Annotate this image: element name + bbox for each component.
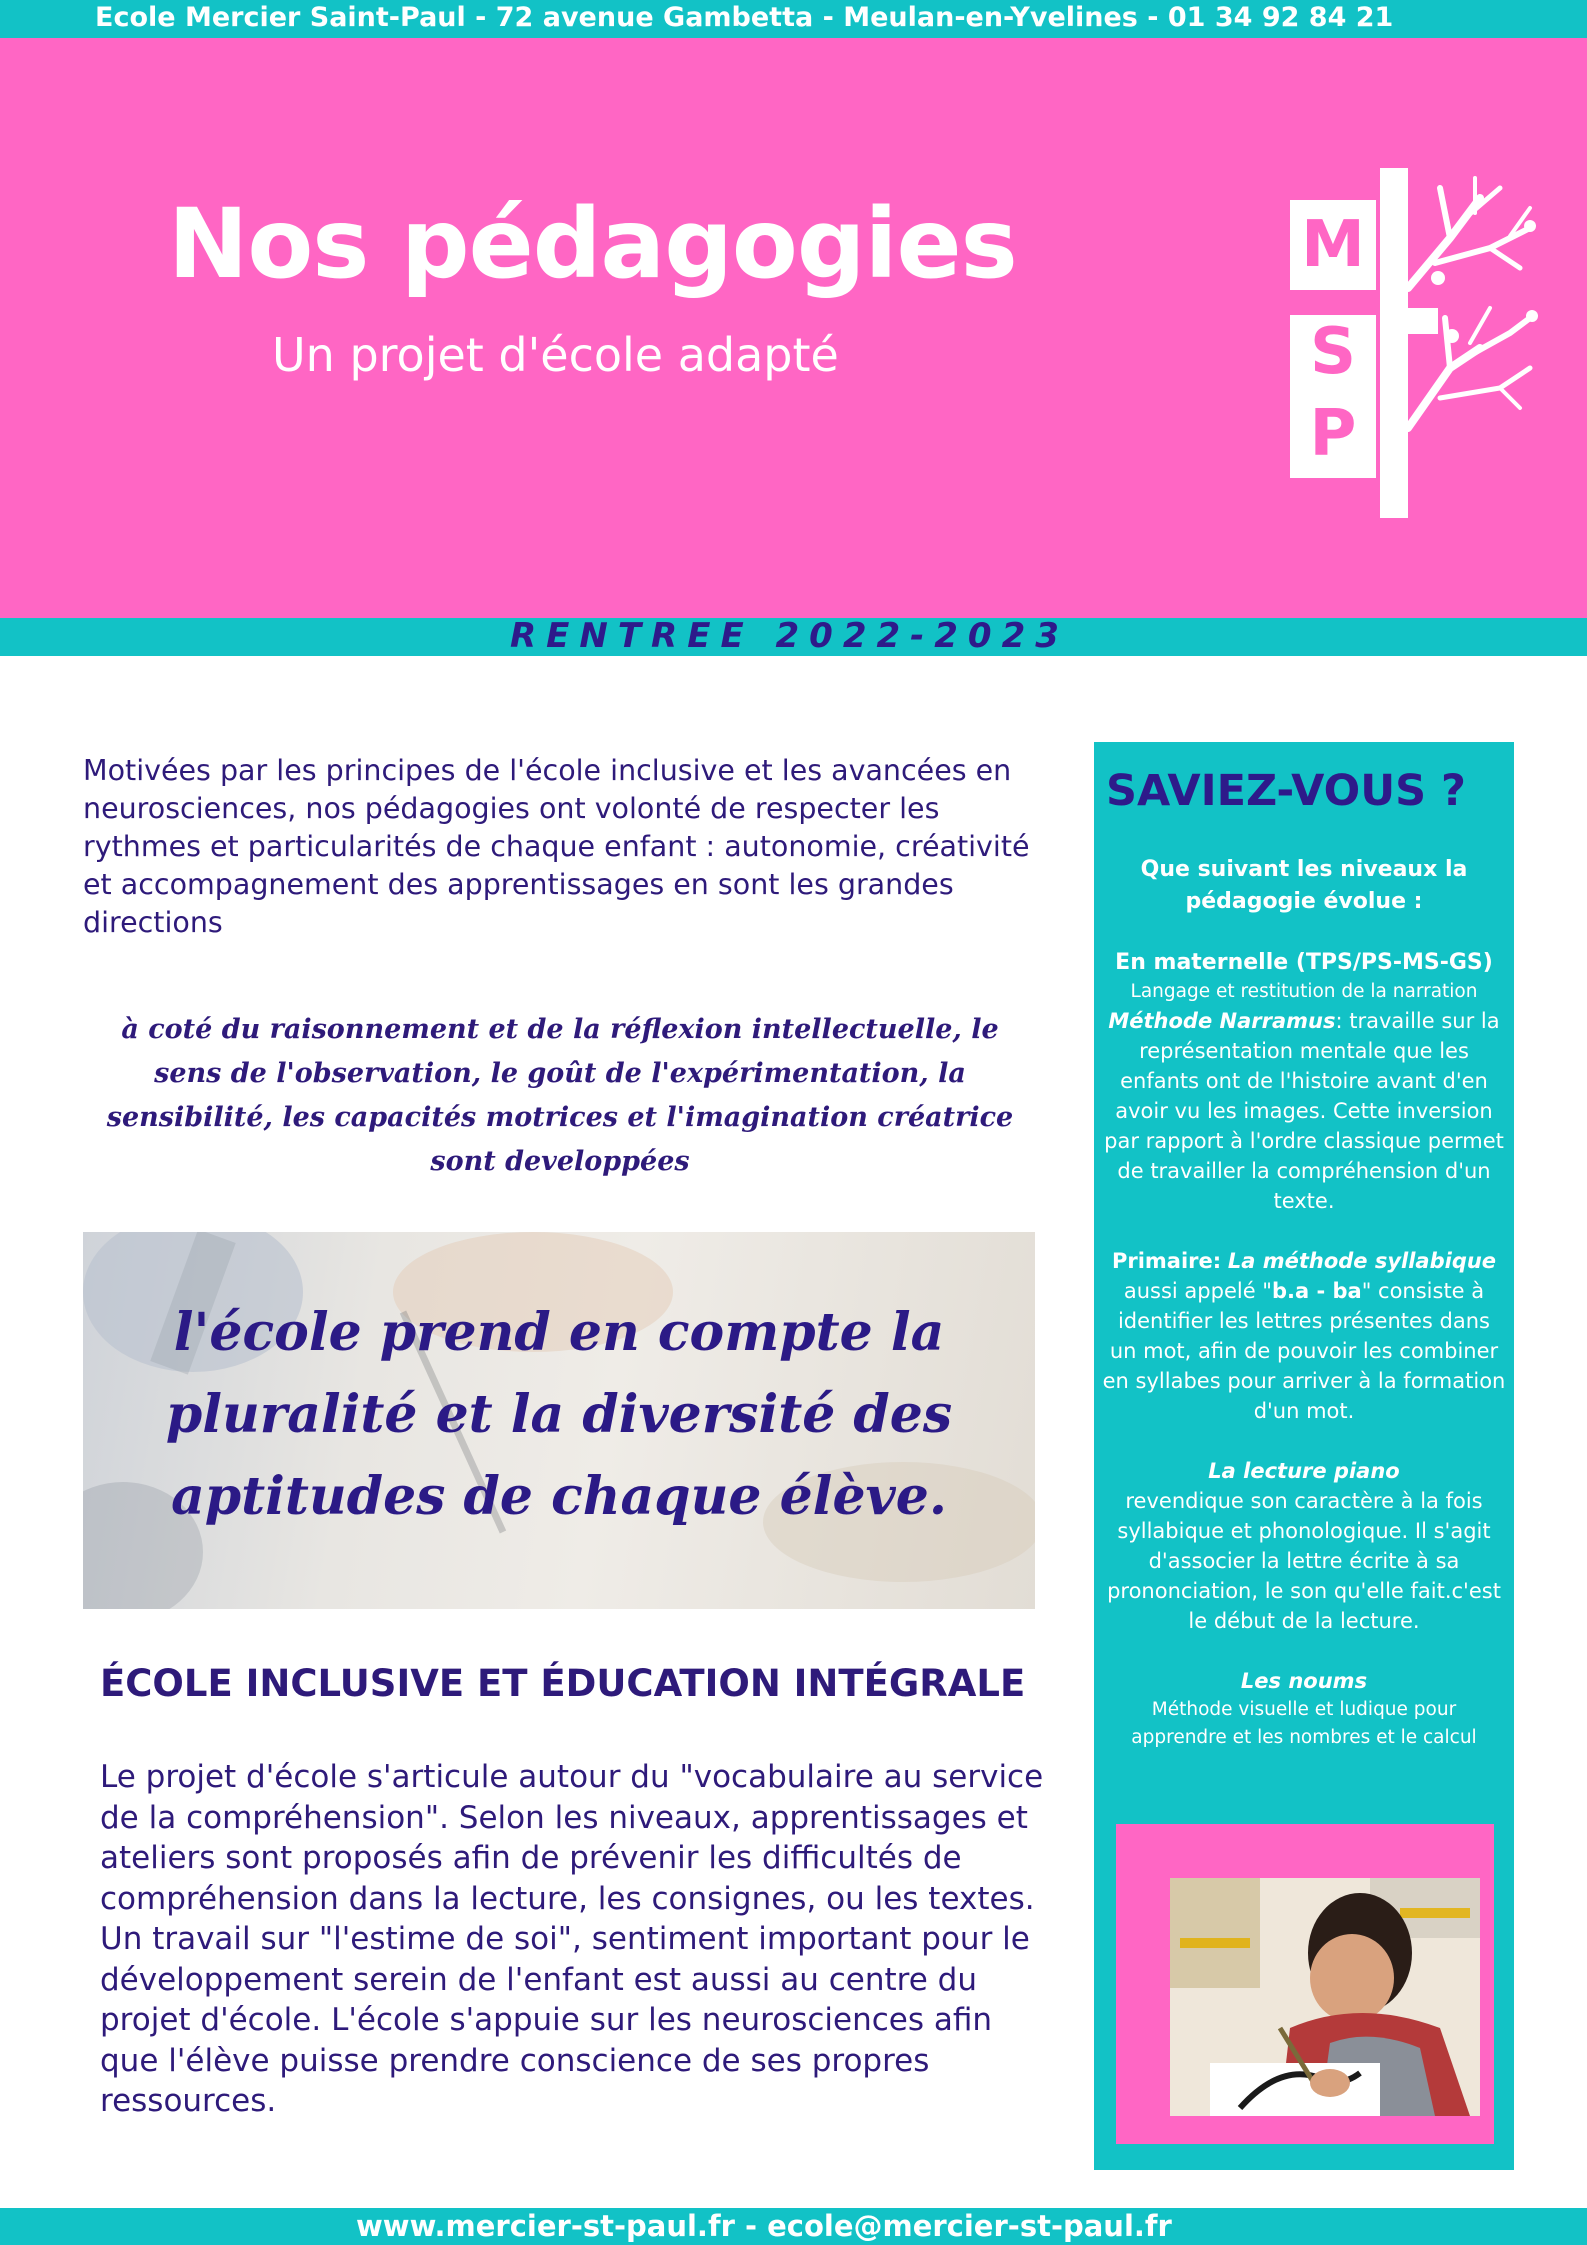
child-photo-frame (1116, 1824, 1494, 2144)
page-subtitle: Un projet d'école adapté (272, 328, 839, 382)
school-contact-line: Ecole Mercier Saint-Paul - 72 avenue Gambetta - Meulan-en-Yvelines - 01 34 92 84 21 (95, 2, 1394, 33)
sidebar-title: SAVIEZ-VOUS ? (1106, 766, 1466, 816)
narramus-method-name: Méthode Narramus (1108, 1009, 1336, 1033)
header-banner (0, 38, 1587, 618)
intro-quote: à coté du raisonnement et de la réflexion intellectuelle, le sens de l'observation, le goût de l'expérimentation, la sensibilité, les capacités motrices et l'imagination créatrice sont developpées (106, 1014, 1014, 1177)
footer-contact[interactable]: www.mercier-st-paul.fr - ecole@mercier-st-paul.fr (356, 2209, 1172, 2243)
piano-reading-text: revendique son caractère à la fois syllabique et phonologique. Il s'agit d'associer la lettre écrite à sa prononciation, le son qu'elle fait.c'est le début de la lecture. (1107, 1489, 1501, 1633)
highlight-quote: l'école prend en compte la pluralité et la diversité des aptitudes de chaque élève. (165, 1302, 953, 1527)
page-title: Nos pédagogies (168, 188, 1017, 300)
section-heading: ÉCOLE INCLUSIVE ET ÉDUCATION INTÉGRALE (100, 1662, 1026, 1705)
noums-heading: Les noums (1240, 1669, 1368, 1693)
logo-letter-s: S (1290, 315, 1376, 390)
maternelle-subheading: Langage et restitution de la narration (1130, 981, 1478, 1002)
logo-letter-m: M (1290, 200, 1376, 290)
sidebar-lead: Que suivant les niveaux la pédagogie évolue : (1140, 857, 1468, 914)
intro-paragraph: Motivées par les principes de l'école inclusive et les avancées en neurosciences, nos pédagogies ont volonté de respecter les rythmes et particularités de chaque enfant : autonomie, créativité et accompagnement des apprentissages en sont les grandes directions (83, 754, 1030, 939)
primaire-paragraph (1102, 1246, 1506, 1426)
highlight-photo-banner (83, 1232, 1035, 1609)
maternelle-paragraph (1102, 1006, 1506, 1216)
school-logo (1290, 168, 1550, 518)
did-you-know-sidebar (1094, 742, 1514, 2170)
section-paragraph-1: Le projet d'école s'articule autour du "vocabulaire au service de la compréhension". Selon les niveaux, apprentissages et ateliers sont proposés afin de prévenir les difficultés de compréhension dans la lecture, les consignes, ou les textes. (100, 1759, 1044, 1917)
maternelle-heading: En maternelle (TPS/PS-MS-GS) (1115, 950, 1493, 975)
logo-letter-p: P (1290, 390, 1376, 478)
primaire-label: Primaire: (1111, 1249, 1222, 1273)
school-year-label: RENTREE 2022-2023 (510, 616, 1069, 656)
syllabic-method-name: La méthode syllabique (1227, 1249, 1497, 1273)
piano-reading-heading: La lecture piano (1208, 1459, 1400, 1483)
tree-cross-icon (1380, 168, 1550, 518)
syllabic-text-start: aussi appelé " (1123, 1279, 1272, 1303)
child-writing-illustration (1170, 1878, 1480, 2116)
narramus-description: : travaille sur la représentation mentale que les enfants ont de l'histoire avant d'en avoir vu les images. Cette inversion par rapport à l'ordre classique permet de travailler la compréhension d'un texte. (1104, 1009, 1504, 1213)
noums-text: Méthode visuelle et ludique pour apprendre et les nombres et le calcul (1131, 1699, 1477, 1748)
syllabic-text-end: " consiste à identifier les lettres présentes dans un mot, afin de pouvoir les combiner en syllabes pour arriver à la formation d'un mot. (1102, 1279, 1506, 1423)
ba-ba-highlight: b.a - ba (1271, 1279, 1362, 1303)
child-writing-photo (1170, 1878, 1480, 2116)
sidebar-body (1102, 854, 1506, 1752)
section-body (100, 1757, 1045, 2122)
section-paragraph-2: Un travail sur "l'estime de soi", sentiment important pour le développement serein de l'enfant est aussi au centre du projet d'école. L'école s'appuie sur les neurosciences afin que l'élève puisse prendre conscience de ses propres ressources. (100, 1921, 1030, 2119)
